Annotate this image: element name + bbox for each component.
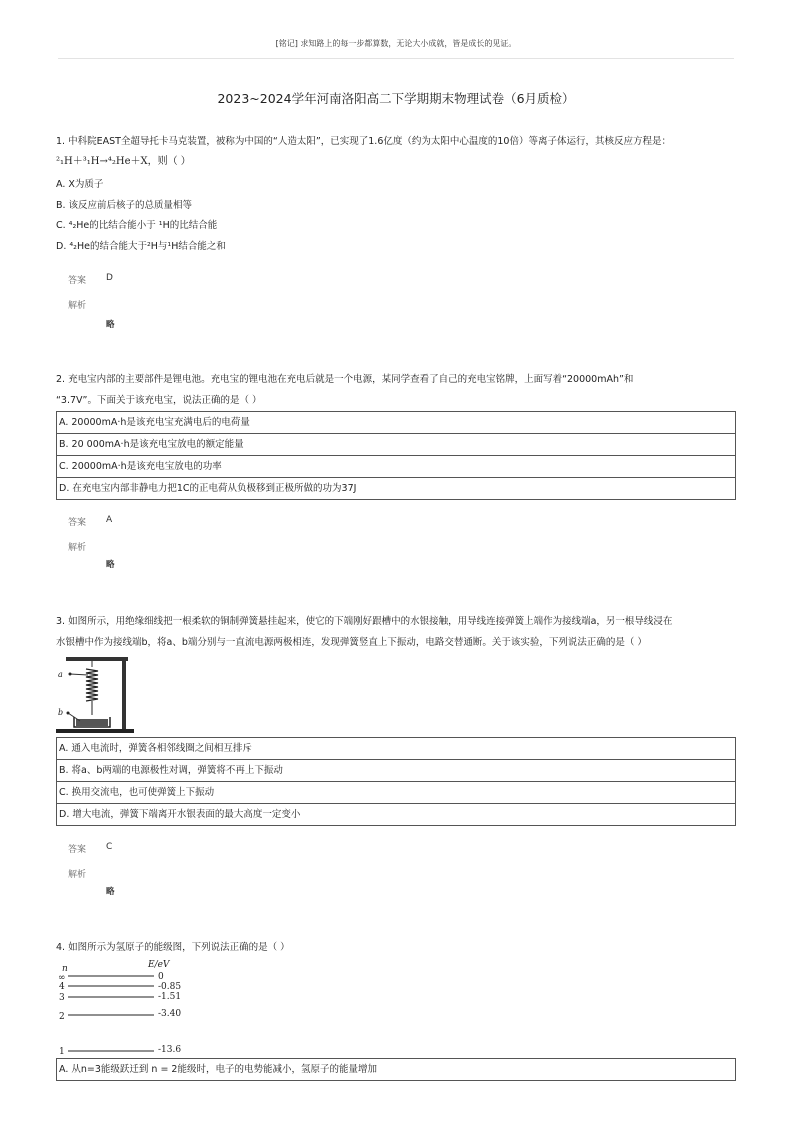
q3-stem-cont: 水银槽中作为接线端b，将a、b端分别与一直流电源两极相连，发现弹簧竖直上下振动，电路交替通断。关于该实验，下列说法正确的是（ ）	[56, 637, 647, 648]
energy-level-diagram	[56, 960, 196, 1058]
level-n-1: 1	[59, 1047, 65, 1057]
figure-label-a: a	[58, 670, 63, 679]
q2-analysis-label: 解析	[68, 543, 87, 553]
level-e-2: -3.40	[158, 1009, 182, 1019]
q1-option-d: D. ⁴₂He的结合能大于²H与¹H结合能之和	[56, 241, 226, 252]
q1-option-a: A. X为质子	[56, 179, 104, 190]
q2-option-c: C. 20000mA·h是该充电宝放电的功率	[57, 456, 735, 478]
q2-option-b: B. 20 000mA·h是该充电宝放电的额定能量	[57, 434, 735, 456]
spring-apparatus-figure	[56, 653, 136, 735]
q3-option-c: C. 换用交流电，也可使弹簧上下振动	[57, 782, 735, 804]
header-divider	[58, 58, 734, 59]
q2-options-table	[56, 411, 736, 500]
q1-option-c: C. ⁴₂He的比结合能小于 ¹H的比结合能	[56, 220, 218, 231]
q1-answer: D	[106, 273, 113, 283]
q1-answer-label: 答案	[68, 276, 87, 286]
q3-analysis-label: 解析	[68, 870, 87, 880]
q3-stem: 3. 如图所示，用绝缘细线把一根柔软的铜制弹簧悬挂起来，使它的下端刚好跟槽中的水银接触，用导线连接弹簧上端作为接线端a，另一根导线浸在	[56, 616, 673, 627]
q2-answer-label: 答案	[68, 518, 87, 528]
q2-stem: 2. 充电宝内部的主要部件是锂电池。充电宝的锂电池在充电后就是一个电源，某同学查看了自己的充电宝铭牌，上面写着“20000mAh”和	[56, 374, 634, 385]
q3-option-d: D. 增大电流，弹簧下端离开水银表面的最大高度一定变小	[59, 809, 301, 820]
q1-equation: ²₁H＋³₁H→⁴₂He＋X，则（ ）	[56, 156, 191, 167]
q3-options-table	[56, 737, 736, 826]
q1-stem: 1. 中科院EAST全超导托卡马克装置，被称为中国的“人造太阳”，已实现了1.6亿度（约为太阳中心温度的10倍）等离子体运行，其核反应方程是：	[56, 136, 671, 147]
level-n-2: 2	[59, 1012, 65, 1022]
level-n-3: 3	[59, 993, 65, 1003]
level-e-3: -1.51	[158, 992, 182, 1002]
q2-stem-cont: “3.7V”。下面关于该充电宝，说法正确的是（ ）	[56, 395, 262, 406]
level-n-4: 4	[59, 982, 65, 992]
q2-solution: 略	[106, 560, 115, 570]
q3-solution: 略	[106, 887, 115, 897]
energy-axis-label: E/eV	[148, 960, 170, 970]
header-motto: [铭记] 求知路上的每一步都算数，无论大小成就，皆是成长的见证。	[275, 39, 517, 48]
q4-options-table	[56, 1058, 736, 1081]
level-e-inf: 0	[158, 972, 164, 982]
q3-answer-label: 答案	[68, 845, 87, 855]
q1-analysis-label: 解析	[68, 301, 87, 311]
q4-stem: 4. 如图所示为氢原子的能级图，下列说法正确的是（ ）	[56, 942, 290, 953]
q3-answer: C	[106, 842, 113, 852]
level-e-4: -0.85	[158, 982, 182, 992]
level-e-1: -13.6	[158, 1045, 182, 1055]
page-title: 2023~2024学年河南洛阳高二下学期期末物理试卷（6月质检）	[217, 91, 575, 106]
q2-answer: A	[106, 515, 113, 525]
q1-solution: 略	[106, 320, 115, 330]
q1-option-b: B. 该反应前后核子的总质量相等	[56, 200, 193, 211]
q2-option-d: D. 在充电宝内部非静电力把1C的正电荷从负极移到正极所做的功为37J	[59, 483, 357, 494]
q3-option-b: B. 将a、b两端的电源极性对调，弹簧将不再上下振动	[57, 760, 735, 782]
q3-option-a: A. 通入电流时，弹簧各相邻线圈之间相互排斥	[57, 738, 735, 760]
n-axis-label: n	[62, 964, 68, 974]
level-n-inf: ∞	[58, 973, 66, 983]
q4-option-a: A. 从n=3能级跃迁到 n = 2能级时，电子的电势能减小，氢原子的能量增加	[59, 1064, 377, 1075]
q2-option-a: A. 20000mA·h是该充电宝充满电后的电荷量	[57, 412, 735, 434]
figure-label-b: b	[58, 708, 64, 717]
